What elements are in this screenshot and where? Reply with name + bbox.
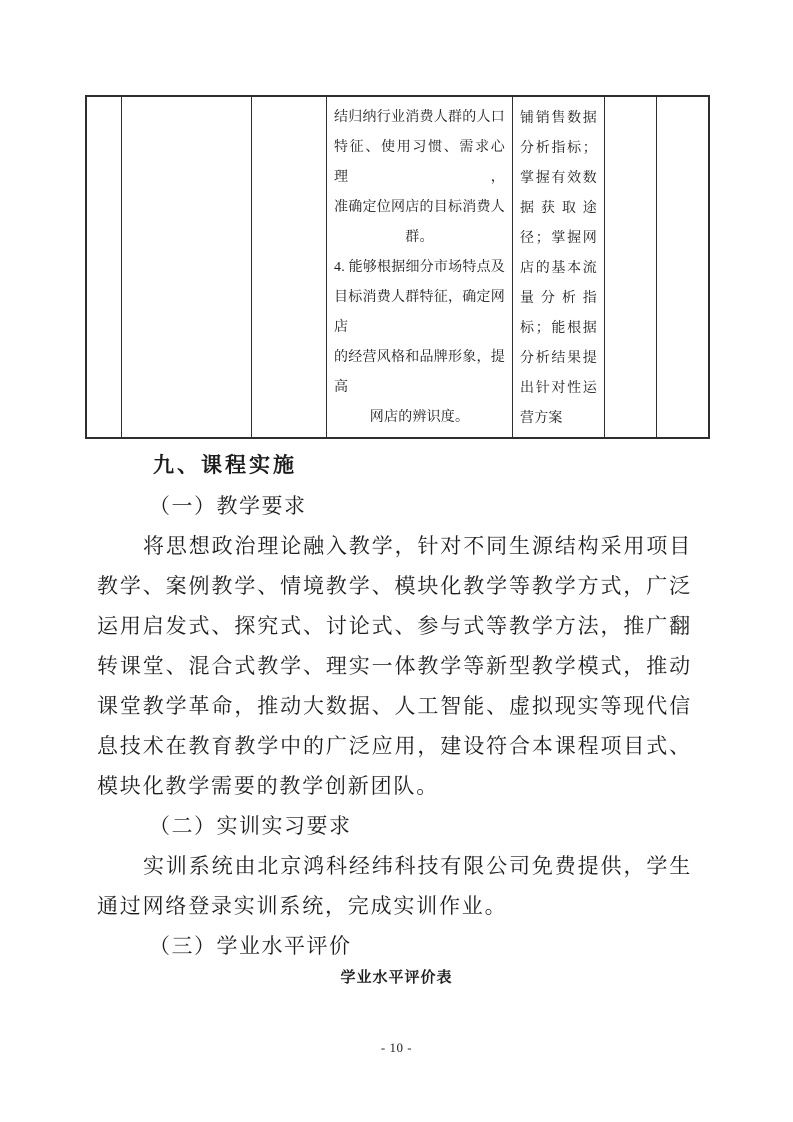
table-cell-objectives	[327, 97, 513, 437]
objective-line: 准确定位网店的目标消费人	[334, 200, 505, 215]
objective-line: 特征、使用习惯、需求心理，	[334, 140, 505, 185]
document-body	[97, 446, 692, 966]
skill-line: 径；掌握网	[520, 231, 597, 246]
table-cell-empty-4	[605, 97, 657, 437]
paragraph-teaching-requirements	[97, 526, 692, 806]
paragraph-line: 课堂教学革命，推动大数据、人工智能、虚拟现实等现代信	[97, 694, 692, 718]
table-cell-empty-5	[657, 97, 708, 437]
objective-line: 结归纳行业消费人群的人口	[334, 110, 505, 125]
objective-line: 的经营风格和品牌形象，提高	[334, 350, 505, 395]
subsection-evaluation-heading: （三）学业水平评价	[149, 934, 352, 958]
table-cell-skills	[513, 97, 605, 437]
paragraph-line: 转课堂、混合式教学、理实一体教学等新型教学模式，推动	[97, 654, 692, 678]
skill-line: 店的基本流	[520, 261, 597, 276]
table-cell-empty-3	[252, 97, 327, 437]
skill-line: 营方案	[520, 411, 563, 426]
subsection-practice-heading: （二）实训实习要求	[149, 814, 352, 838]
skill-line: 出针对性运	[520, 381, 597, 396]
table-cell-empty-1	[87, 97, 122, 437]
skill-line: 标；能根据	[520, 321, 597, 336]
skill-line: 量分析指	[520, 291, 597, 306]
evaluation-table-caption: 学业水平评价表	[340, 969, 453, 986]
paragraph-line: 实训系统由北京鸿科经纬科技有限公司免费提供，学生	[143, 854, 692, 878]
skill-line: 分析结果提	[520, 351, 597, 366]
skill-line: 掌握有效数	[520, 171, 597, 186]
objective-line: 目标消费人群特征，确定网店	[334, 290, 505, 335]
table-cell-empty-2	[122, 97, 252, 437]
skill-line: 据获取途	[520, 201, 597, 216]
objective-line: 4. 能够根据细分市场特点及	[334, 260, 505, 275]
paragraph-line: 运用启发式、探究式、讨论式、参与式等教学方法，推广翻	[97, 614, 692, 638]
paragraph-line: 息技术在教育教学中的广泛应用，建设符合本课程项目式、	[97, 734, 692, 758]
objective-line: 群。	[405, 230, 434, 245]
paragraph-line: 模块化教学需要的教学创新团队。	[97, 774, 439, 798]
paragraph-line: 将思想政治理论融入教学，针对不同生源结构采用项目	[143, 534, 692, 558]
section-heading: 九、课程实施	[153, 454, 297, 477]
page-number: - 10 -	[380, 1040, 413, 1055]
skill-line: 铺销售数据	[520, 111, 597, 126]
paragraph-practice-requirements	[97, 846, 692, 926]
objective-line: 网店的辨识度。	[369, 410, 470, 425]
subsection-teaching-heading: （一）教学要求	[149, 494, 307, 518]
curriculum-table	[85, 95, 710, 439]
paragraph-line: 教学、案例教学、情境教学、模块化教学等教学方式，广泛	[97, 574, 692, 598]
paragraph-line: 通过网络登录实训系统，完成实训作业。	[97, 894, 508, 918]
skill-line: 分析指标；	[520, 141, 597, 156]
